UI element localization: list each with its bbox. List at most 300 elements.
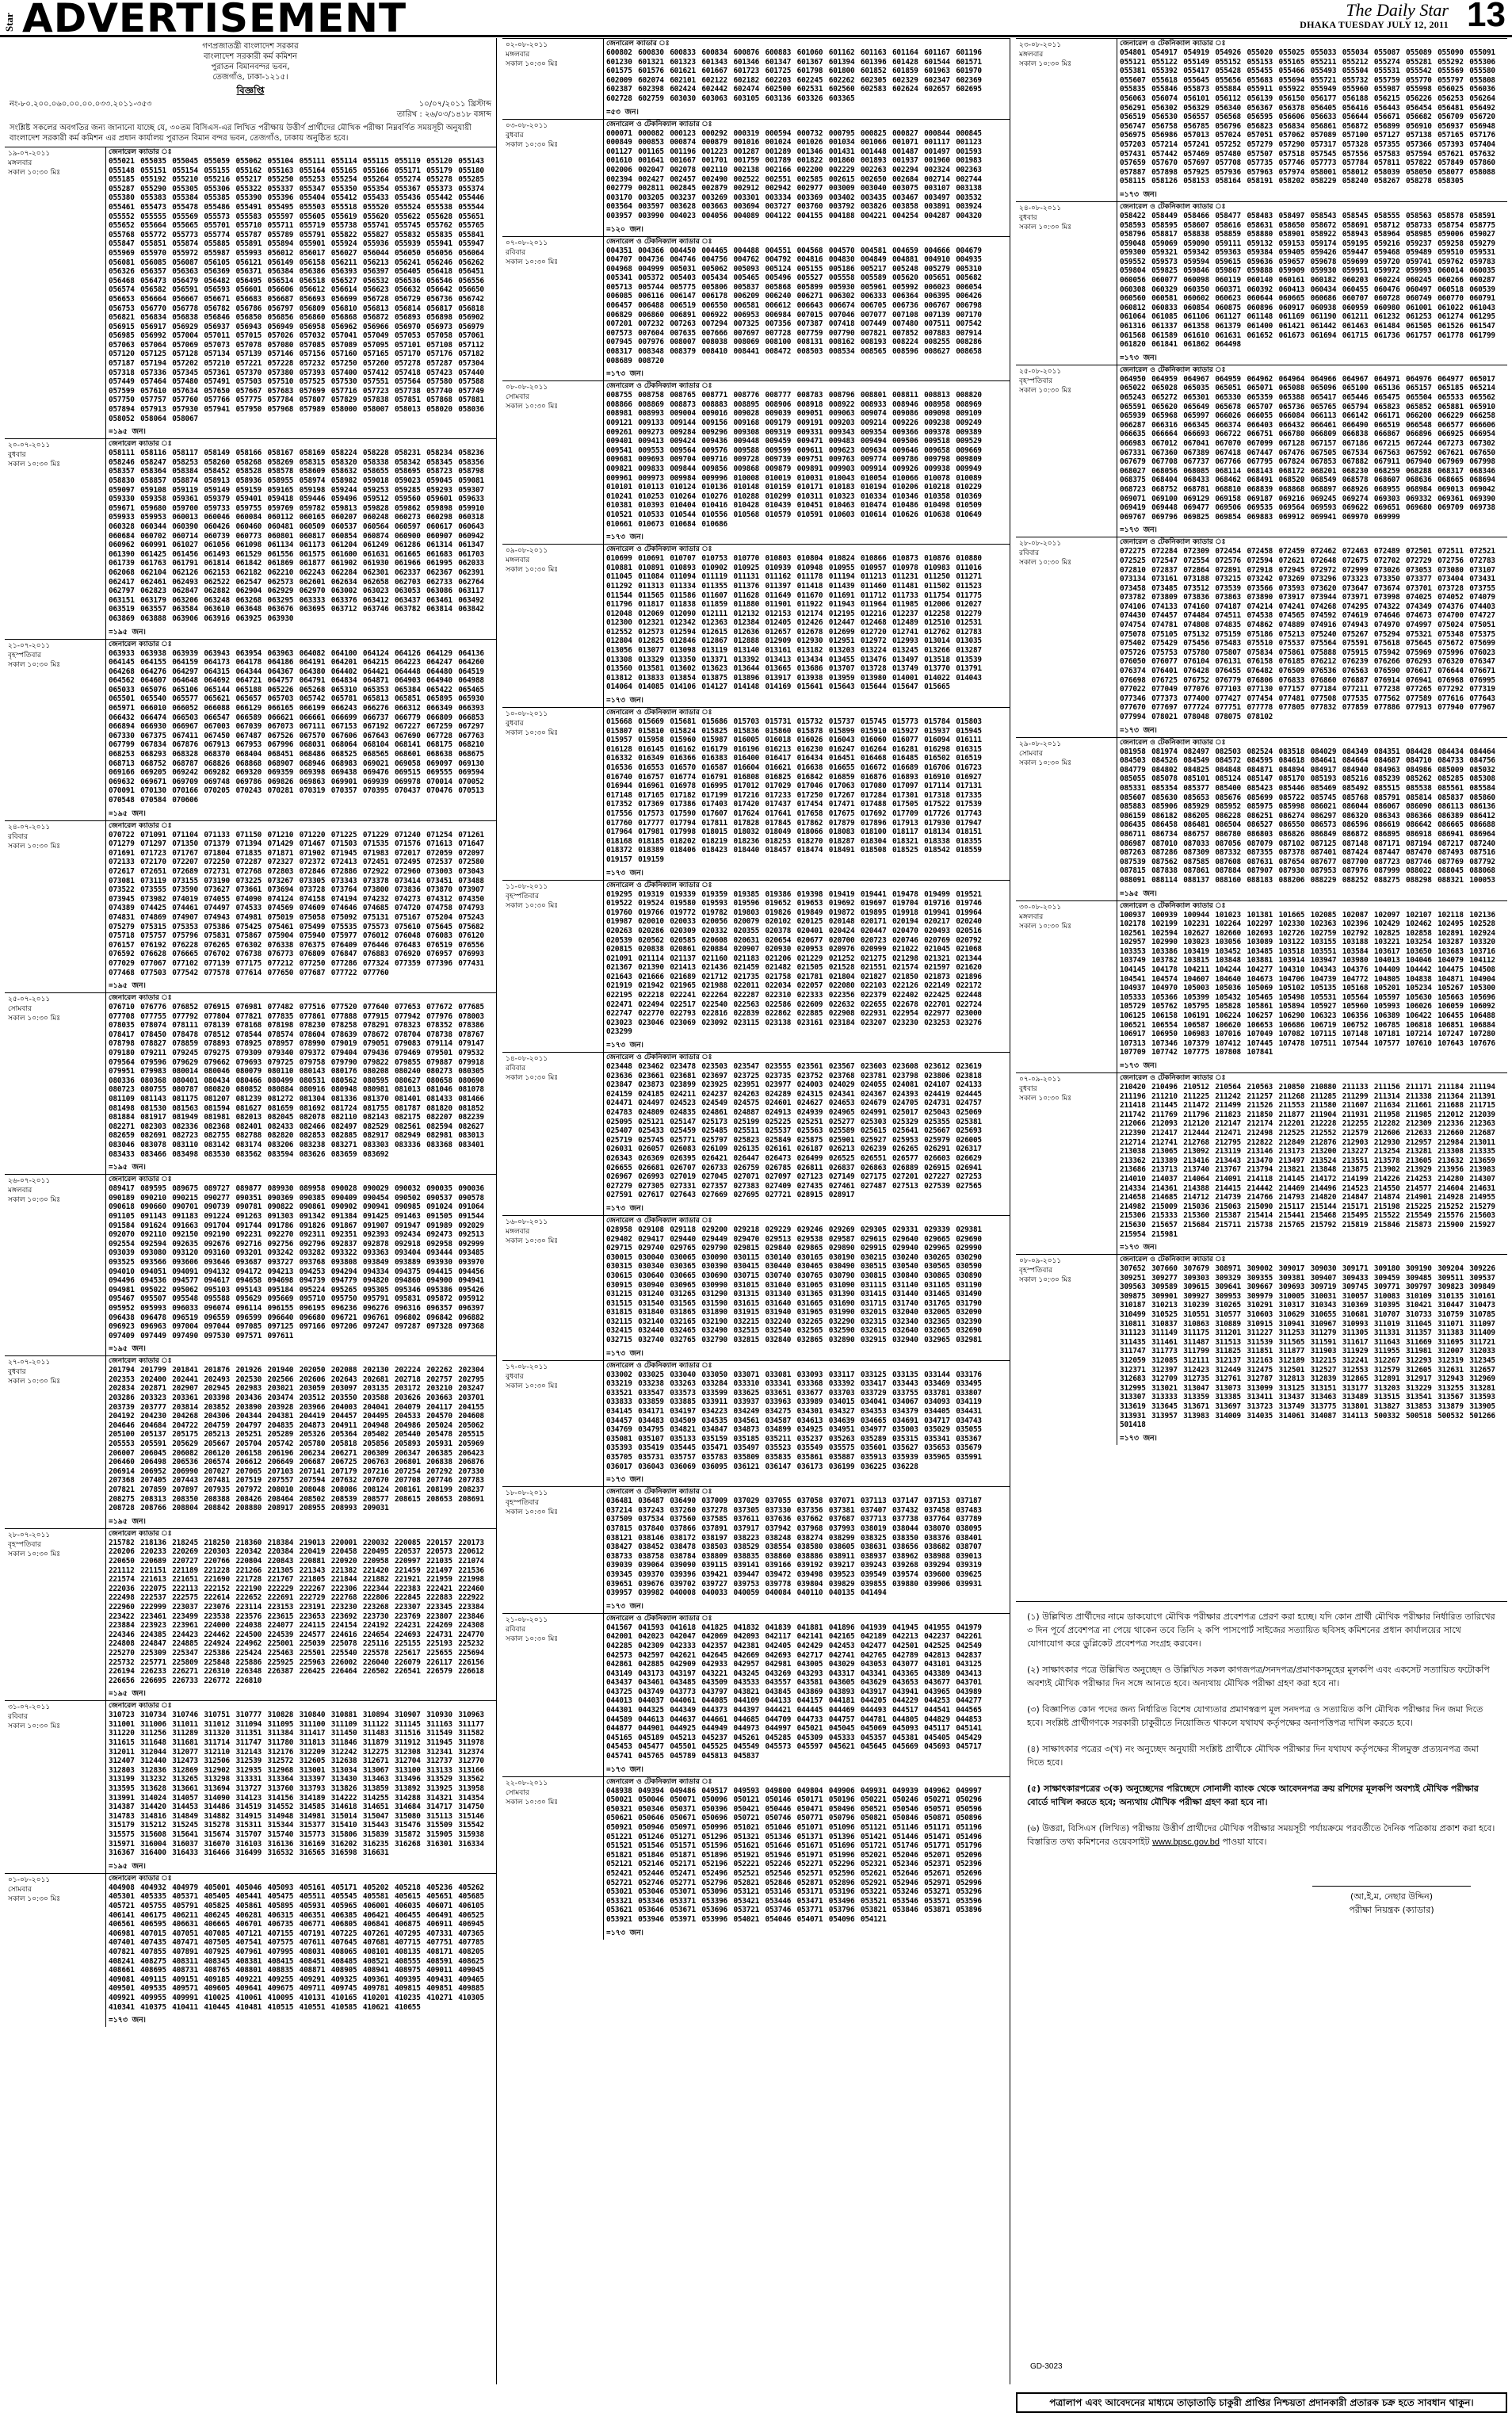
roll-numbers: 070722 071091 071104 071133 071150 071210 071220 071225 071229 071240 071254 071261 071279 071297 071350 071379 071394 071429 071467 071503 071535 071576 071613 071647 071691 071723 071767 071804 071835 071871 071902 071945 071983 072017 072059 072097 072133 072170 072207 072250 072287 072327 072372 072413 072451 072495 072537 072580 072617 072651 072689 072731 072768 072803 072846 072886 072922 072960 073003 073043 073081 073119 073155 073190 073225 073267 073305 073343 073378 073414 073451 073488 073522 073555 073590 073627 073661 073694 073728 073764 073800 073836 073870 073907 073945 073982 074019 074055 074090 074124 074158 074194 074232 074273 074312 074350 074389 074425 074461 074497 074533 074569 074609 074646 074685 074720 074758 074793 074831 074869 074907 074943 074981 075019 075058 075092 075131 075167 075204 075243 075279 075315 075353 075386 075425 075461 075499 075535 075573 075610 075645 075682 075718 075757 075796 075831 075867 075904 075940 075977 076012 076048 076083 076120 076157 076192 076228 076265 076302 076338 076375 076409 076446 076483 076519 076556 076592 076628 076665 076702 076738 076773 076809 076847 076883 076920 076957 076993 077029 077067 077102 077139 077175 077212 077250 077286 077324 077359 077396 077431 077468 077503 077542 077578 077614 077650 077687 077722 077760 bbox=[109, 830, 484, 977]
schedule-block bbox=[502, 380, 1010, 544]
schedule-block bbox=[502, 1776, 1010, 1940]
schedule-block bbox=[1016, 1072, 1507, 1254]
cadre-heading: জেনারেল ও টেকনিক্যাল ক্যাডার ঃ bbox=[606, 545, 712, 554]
schedule-time: সকাল ১০:৩০ মিঃ bbox=[8, 1894, 61, 1903]
column-1 bbox=[5, 38, 497, 2384]
schedule-body bbox=[604, 881, 1010, 1053]
schedule-date: ২৩-০৮-২০১১ bbox=[1019, 41, 1062, 49]
schedule-day: বৃহস্পতিবার bbox=[506, 1499, 539, 1508]
cadre-heading: জেনারেল ও টেকনিক্যাল ক্যাডার ঃ bbox=[606, 1614, 712, 1623]
schedule-day: সোমবার bbox=[8, 1005, 32, 1014]
roll-numbers: 072275 072284 072309 072454 072458 072459 072462 072463 072489 072501 072511 072521 072525 072547 072554 072576 072594 072621 072648 072675 072702 072729 072756 072783 072810 072837 072864 072891 072918 072945 072972 072999 073026 073053 073080 073107 073134 073161 073188 073215 073242 073269 073296 073323 073350 073377 073404 073431 073458 073485 073512 073539 073566 073593 073620 073647 073674 073701 073728 073755 073782 073809 073836 073863 073890 073917 073944 073971 073998 074025 074052 074079 074106 074133 074160 074187 074214 074241 074268 074295 074322 074349 074376 074403 074430 074457 074484 074511 074538 074565 074592 074619 074646 074673 074700 074727 074754 074781 074808 074835 074862 074889 074916 074943 074970 074997 075024 075051 075078 075105 075132 075159 075186 075213 075240 075267 075294 075321 075348 075375 075402 075429 075456 075483 075510 075537 075564 075591 075618 075645 075672 075699 075726 075753 075780 075807 075834 075861 075888 075915 075942 075969 075996 076023 076050 076077 076104 076131 076158 076185 076212 076239 076266 076293 076320 076347 076374 076401 076428 076455 076482 076509 076536 076563 076590 076617 076644 076671 076698 076725 076752 076779 076806 076833 076860 076887 076914 076941 076968 076995 077022 077049 077076 077103 077130 077157 077184 077211 077238 077265 077292 077319 077346 077373 077400 077427 077454 077481 077508 077535 077562 077589 077616 077643 077670 077697 077724 077751 077778 077805 077832 077859 077886 077913 077940 077967 077994 078021 078048 078075 078102 bbox=[1120, 547, 1495, 721]
roll-numbers: 004351 004366 004450 004465 004488 004551 004568 004570 004581 004659 004666 004679 004707 004736 004746 004756 004762 004792 004816 004830 004849 004881 004910 004935 004968 004999 005031 005062 005093 005124 005155 005186 005217 005248 005279 005310 005341 005372 005403 005434 005465 005496 005527 005558 005589 005620 005651 005682 005713 005744 005775 005806 005837 005868 005899 005930 005961 005992 006023 006054 006085 006116 006147 006178 006209 006240 006271 006302 006333 006364 006395 006426 006457 006488 006519 006550 006581 006612 006643 006674 006705 006736 006767 006798 006829 006860 006891 006922 006953 006984 007015 007046 007077 007108 007139 007170 007201 007232 007263 007294 007325 007356 007387 007418 007449 007480 007511 007542 007573 007604 007635 007666 007697 007728 007759 007790 007821 007852 007883 007914 007945 007976 008007 008038 008069 008100 008131 008162 008193 008224 008255 008286 008317 008348 008379 008410 008441 008472 008503 008534 008565 008596 008627 008658 008689 008720 bbox=[606, 246, 982, 365]
schedule-label bbox=[502, 1614, 604, 1776]
schedule-label bbox=[1016, 365, 1117, 537]
schedule-body bbox=[604, 1361, 1010, 1487]
instruction-item: (৩) বিজ্ঞাপিত কোন পদের জন্য নির্ধারিত বিশেষ যোগ্যতার প্রমাণস্বরূপ মূল সনদপত্র ও সত্যায়িত কপি মৌখিক পরীক্ষার দিন জমা দিতে হবে। সংশ্লিষ্ট প্রার্থীগণকে সরকারী চাকুরীতে নিয়োজিত থাকলে যথাযথ কর্তৃপক্ষের অনাপত্তিপত্র দাখিল করতে হবে। bbox=[1027, 1704, 1483, 1728]
schedule-body bbox=[106, 147, 496, 438]
schedule-label bbox=[5, 147, 106, 438]
cadre-heading: জেনারেল ও টেকনিক্যাল ক্যাডার ঃ bbox=[606, 881, 712, 889]
instructions bbox=[1016, 1601, 1507, 2384]
schedule-day: রবিবার bbox=[506, 1625, 526, 1634]
schedule-date: ২৮-০৮-২০১১ bbox=[1019, 540, 1062, 549]
schedule-body bbox=[604, 381, 1010, 544]
schedule-block bbox=[1016, 900, 1507, 1073]
schedule-body bbox=[106, 993, 496, 1174]
schedule-time: সকাল ১০:৩০ মিঃ bbox=[506, 1382, 559, 1390]
candidate-total: =১৭৩ জন। bbox=[606, 369, 643, 379]
schedule-body bbox=[604, 1614, 1010, 1776]
cadre-heading: জেনারেল ও টেকনিক্যাল ক্যাডার ঃ bbox=[1120, 1256, 1226, 1264]
schedule-block bbox=[502, 880, 1010, 1053]
schedule-label bbox=[5, 821, 106, 993]
notice-header bbox=[5, 38, 496, 147]
schedule-label bbox=[502, 1053, 604, 1215]
schedule-day: বুধবার bbox=[506, 720, 524, 728]
schedule-block bbox=[5, 1700, 496, 1873]
candidate-total: =১৯৫ জন। bbox=[109, 1344, 146, 1354]
schedule-block bbox=[5, 1528, 496, 1701]
schedule-block bbox=[502, 1486, 1010, 1613]
roll-numbers: 310723 310734 310746 310751 310777 310828 310840 310881 310894 310907 310930 310963 311001 311006 311011 311012 311094 311095 311100 311109 311122 311145 311163 311177 311220 311256 311289 311320 311351 311384 311417 311450 311483 311516 311549 311582 311615 311648 311681 311714 311747 311780 311813 311846 311879 311912 311945 311978 312011 312044 312077 312110 312143 312176 312209 312242 312275 312308 312341 312374 312407 312440 312473 312506 312539 312572 312605 312638 312671 312704 312737 312770 312803 312836 312869 312902 312935 312968 313001 313034 313067 313100 313133 313166 313199 313232 313265 313298 313331 313364 313397 313430 313463 313496 313529 313562 313595 313628 313661 313694 313727 313760 313793 313826 313859 313892 313925 313958 313991 314024 314057 314090 314123 314156 314189 314222 314255 314288 314321 314354 314387 314420 314453 314486 314519 314552 314585 314618 314651 314684 314717 314750 314783 314816 314849 314882 314915 314948 314981 315014 315047 315080 315113 315146 315179 315212 315245 315278 315311 315344 315377 315410 315443 315476 315509 315542 315575 315608 315641 315674 315707 315740 315773 315806 315839 315872 315905 315938 315971 316004 316037 316070 316103 316136 316169 316202 316235 316268 316301 316334 316367 316400 316433 316466 316499 316532 316565 316598 316631 bbox=[109, 1711, 484, 1858]
cadre-heading: জেনারেল ও টেকনিক্যাল ক্যাডার ঃ bbox=[1120, 202, 1226, 211]
schedule-date: ২৮-০৭-২০১১ bbox=[8, 1531, 51, 1539]
schedule-date: ২৪-০৭-২০১১ bbox=[8, 823, 51, 832]
roll-numbers: 076710 076776 076852 076915 076981 077482 077516 077520 077640 077653 077672 077685 077708 077755 077792 077804 077821 077835 077861 077888 077915 077942 077976 078003 078035 078074 078111 078139 078168 078198 078230 078258 078291 078323 078352 078386 078417 078450 078478 078512 078544 078574 078604 078639 078672 078704 078738 078767 078798 078827 078859 078893 078925 078957 078990 079019 079051 079083 079114 079147 079180 079211 079245 079275 079309 079340 079372 079404 079436 079469 079501 079532 079564 079596 079629 079662 079693 079725 079758 079790 079822 079855 079887 079918 079951 079983 080014 080046 080079 080110 080143 080176 080208 080240 080273 080305 080336 080368 080401 080434 080466 080499 080531 080562 080595 080627 080658 080690 080723 080755 080787 080820 080852 080884 080916 080948 080981 081013 081046 081078 081109 081143 081175 081207 081239 081272 081304 081336 081370 081401 081433 081466 081498 081530 081563 081594 081627 081659 081692 081724 081755 081787 081820 081852 081884 081917 081949 081981 082013 082045 082078 082110 082143 082175 082207 082239 082271 082303 082336 082368 082401 082433 082466 082497 082529 082561 082594 082627 082659 082691 082723 082755 082788 082820 082853 082885 082917 082949 082981 083013 083046 083078 083110 083142 083174 083206 083238 083271 083303 083336 083368 083401 083433 083466 083498 083530 083562 083594 083626 083659 083692 bbox=[109, 1003, 484, 1159]
candidate-total: =১৭৩ জন। bbox=[1120, 353, 1157, 362]
schedule-label bbox=[502, 881, 604, 1053]
candidate-total: =১৭৩ জন। bbox=[1120, 526, 1157, 535]
candidate-total: =১৭৩ জন। bbox=[606, 1764, 643, 1774]
schedule-date: ৩০-০৮-২০১১ bbox=[1019, 903, 1062, 912]
schedule-date: ২৬-০৭-২০১১ bbox=[8, 1177, 51, 1186]
roll-numbers: 058422 058449 058466 058477 058483 058497 058543 058545 058555 058563 058578 058591 058593 058595 058607 058616 058631 058650 058672 058691 058712 058733 058754 058775 058796 058817 058838 058859 058880 058901 058922 058943 058964 058985 059006 059027 059048 059069 059090 059111 059132 059153 059174 059195 059216 059237 059258 059279 059300 059321 059342 059363 059384 059405 059426 059447 059468 059489 059510 059531 059552 059573 059594 059615 059636 059657 059678 059699 059720 059741 059762 059783 059804 059825 059846 059867 059888 059909 059930 059951 059972 059993 060014 060035 060056 060077 060098 060119 060140 060161 060182 060203 060224 060245 060266 060287 060308 060329 060350 060371 060392 060413 060434 060455 060476 060497 060518 060539 060560 060581 060602 060623 060644 060665 060686 060707 060728 060749 060770 060791 060812 060833 060854 060875 060896 060917 060938 060959 060980 061001 061022 061043 061064 061085 061106 061127 061148 061169 061190 061211 061232 061253 061274 061295 061316 061337 061358 061379 061400 061421 061442 061463 061484 061505 061526 061547 061568 061589 061610 061631 061652 061673 061694 061715 061736 061757 061778 061799 061820 061841 061862 064498 bbox=[1120, 211, 1495, 350]
schedule-block bbox=[502, 1052, 1010, 1215]
notice-date1: ১০/০৭/২০১১ খ্রিস্টাব্দ bbox=[418, 100, 491, 109]
notice-line: বাংলাদেশ সরকারী কর্ম কমিশন bbox=[203, 52, 298, 61]
schedule-time: সকাল ১০:৩০ মিঃ bbox=[8, 1196, 61, 1205]
cadre-heading: জেনারেল ক্যাডার ঃ bbox=[109, 1357, 172, 1366]
section-title: ADVERTISEMENT bbox=[22, 0, 407, 41]
schedule-body bbox=[604, 1053, 1010, 1215]
schedule-body bbox=[1117, 1255, 1507, 1445]
cadre-heading: জেনারেল ও টেকনিক্যাল ক্যাডার ঃ bbox=[1120, 1074, 1226, 1082]
schedule-day: বৃহস্পতিবার bbox=[8, 651, 41, 660]
candidate-total: =১৭৩ জন। bbox=[606, 1348, 643, 1358]
notice-line: গণপ্রজাতন্ত্রী বাংলাদেশ সরকার bbox=[202, 42, 299, 51]
roll-numbers: 404908 404932 404979 405001 405046 405093 405161 405171 405202 405218 405236 405262 405301 405335 405371 405405 405441 405475 405511 405545 405581 405615 405651 405685 405721 405755 405791 405825 405861 405895 405931 405965 406001 406035 406071 406105 406141 406175 406211 406245 406281 406315 406351 406385 406421 406455 406491 406525 406561 406595 406631 406665 406701 406735 406771 406805 406841 406875 406911 406945 406981 407015 407051 407085 407121 407155 407191 407225 407261 407295 407331 407365 407401 407435 407471 407505 407541 407575 407611 407645 407681 407715 407751 407785 407821 407855 407891 407925 407961 407995 408031 408065 408101 408135 408171 408205 408241 408275 408311 408345 408381 408415 408451 408485 408521 408555 408591 408625 408661 408695 408731 408765 408801 408835 408871 408905 408941 408975 409011 409045 409081 409115 409151 409185 409221 409255 409291 409325 409361 409395 409431 409465 409501 409535 409571 409605 409641 409675 409711 409745 409781 409815 409851 409885 409921 409955 409991 410025 410061 410095 410131 410165 410201 410235 410271 410305 410341 410375 410411 410445 410481 410515 410551 410585 410621 410655 bbox=[109, 1883, 484, 2012]
schedule-body bbox=[106, 1356, 496, 1528]
schedule-block bbox=[1016, 201, 1507, 365]
roll-numbers: 054801 054917 054919 054926 055020 055025 055033 055034 055087 055089 055090 055091 055121 055122 055149 055152 055153 055165 055211 055212 055274 055281 055292 055306 055381 055392 055417 055428 055455 055466 055493 055504 055531 055542 055569 055580 055607 055618 055645 055656 055683 055694 055721 055732 055759 055770 055797 055808 055835 055846 055873 055884 055911 055922 055949 055960 055987 055998 056025 056036 056063 056074 056101 056112 056139 056150 056177 056188 056215 056226 056253 056264 056291 056302 056329 056340 056367 056378 056405 056416 056443 056454 056481 056492 056519 056530 056557 056568 056595 056606 056633 056644 056671 056682 056709 056720 056747 056758 056785 056796 056823 056834 056861 056872 056899 056910 056937 056948 056975 056986 057013 057024 057051 057062 057089 057100 057127 057138 057165 057176 057203 057214 057241 057252 057279 057290 057317 057328 057355 057366 057393 057404 057431 057442 057469 057480 057507 057518 057545 057556 057583 057594 057621 057632 057659 057670 057697 057708 057735 057746 057773 057784 057811 057822 057849 057860 057887 057898 057925 057936 057963 057974 058001 058012 058039 058050 058077 058088 058115 058126 058153 058164 058191 058202 058229 058240 058267 058278 058305 bbox=[1120, 48, 1495, 186]
schedule-block bbox=[5, 820, 496, 993]
roll-numbers: 210420 210496 210512 210564 210563 210850 210880 211133 211156 211171 211184 211194 211196 211210 211225 211242 211257 211268 211285 211299 211314 211338 211364 211391 211418 211445 211472 211499 211526 211553 211580 211607 211634 211661 211688 211715 211742 211769 211796 211823 211850 211877 211904 211931 211958 211985 212012 212039 212066 212093 212120 212147 212174 212201 212228 212255 212282 212309 212336 212363 212390 212417 212444 212471 212498 212525 212552 212579 212606 212633 212660 212687 212714 212741 212768 212795 212822 212849 212876 212903 212930 212957 212984 213011 213038 213065 213092 213119 213146 213173 213200 213227 213254 213281 213308 213335 213362 213389 213416 213443 213470 213497 213524 213551 213578 213605 213632 213659 213686 213713 213740 213767 213794 213821 213848 213875 213902 213929 213956 213983 214010 214037 214064 214091 214118 214145 214172 214199 214226 214253 214280 214307 214334 214361 214388 214415 214442 214469 214496 214523 214550 214577 214604 214631 214658 214685 214712 214739 214766 214793 214820 214847 214874 214901 214928 214955 214982 215009 215036 215063 215090 215117 215144 215171 215198 215225 215252 215279 215306 215333 215360 215387 215414 215441 215468 215495 215522 215549 215576 215603 215630 215657 215684 215711 215738 215765 215792 215819 215846 215873 215900 215927 215954 215981 bbox=[1120, 1083, 1495, 1239]
cadre-heading: জেনারেল ও টেকনিক্যাল ক্যাডার ঃ bbox=[1120, 738, 1226, 747]
roll-numbers: 600802 600830 600833 600834 600876 600883 601060 601162 601163 601164 601167 601196 601230 601321 601323 601343 601346 601347 601367 601394 601396 601428 601544 601571 601575 601576 601621 601667 601723 601725 601798 601800 601852 601859 601963 601970 602009 602074 602101 602122 602182 602203 602245 602262 602305 602329 602347 602369 602387 602398 602424 602442 602474 602500 602531 602560 602583 602624 602657 602695 602728 602759 603030 603063 603105 603136 603326 603365 bbox=[606, 48, 982, 103]
schedule-date: ০৭-০৯-২০১১ bbox=[1019, 1076, 1062, 1084]
schedule-day: রবিবার bbox=[1019, 549, 1040, 558]
cadre-heading: জেনারেল ও টেকনিক্যাল ক্যাডার ঃ bbox=[1120, 365, 1226, 374]
schedule-body bbox=[604, 39, 1010, 119]
schedule-label bbox=[502, 1487, 604, 1613]
candidate-total: =১৯৫ জন। bbox=[109, 627, 146, 637]
schedule-date: ১৮-০৮-২০১১ bbox=[506, 1489, 548, 1498]
schedule-day: বৃহস্পতিবার bbox=[506, 892, 539, 900]
schedule-body bbox=[106, 1529, 496, 1701]
schedule-block bbox=[5, 1355, 496, 1528]
schedule-block bbox=[5, 1174, 496, 1355]
gd-code: GD-3023 bbox=[1030, 2362, 1063, 2371]
roll-numbers: 028958 029108 029118 029200 029218 029229 029246 029269 029305 029331 029339 029381 029402 029417 029440 029449 029470 029513 029538 029587 029615 029640 029665 029690 029715 029740 029765 029790 029815 029840 029865 029890 029915 029940 029965 029990 030015 030040 030065 030090 030115 030140 030165 030190 030215 030240 030265 030290 030315 030340 030365 030390 030415 030440 030465 030490 030515 030540 030565 030590 030615 030640 030665 030690 030715 030740 030765 030790 030815 030840 030865 030890 030915 030940 030965 030990 031015 031040 031065 031090 031115 031140 031165 031190 031215 031240 031265 031290 031315 031340 031365 031390 031415 031440 031465 031490 031515 031540 031565 031590 031615 031640 031665 031690 031715 031740 031765 031790 031815 031840 031865 031890 031915 031940 031965 031990 032015 032040 032065 032090 032115 032140 032165 032190 032215 032240 032265 032290 032315 032340 032365 032390 032415 032440 032465 032490 032515 032540 032565 032590 032615 032640 032665 032690 032715 032740 032765 032790 032815 032840 032865 032890 032915 032940 032965 032981 bbox=[606, 1225, 982, 1345]
schedule-day: রবিবার bbox=[506, 1065, 526, 1073]
schedule-date: ৩১-০৭-২০১১ bbox=[8, 1703, 51, 1712]
schedule-block bbox=[5, 639, 496, 820]
schedule-body bbox=[106, 1175, 496, 1355]
cadre-heading: জেনারেল ক্যাডার ঃ bbox=[109, 1702, 172, 1711]
cadre-heading: জেনারেল ও টেকনিক্যাল ক্যাডার ঃ bbox=[606, 1216, 712, 1225]
schedule-label bbox=[502, 120, 604, 236]
newspaper-side-logo: Star bbox=[3, 13, 15, 32]
schedule-label bbox=[1016, 1255, 1117, 1445]
candidate-total: =১৯৫ জন। bbox=[109, 1516, 146, 1526]
schedule-label bbox=[5, 439, 106, 638]
schedule-time: সকাল ১০:৩০ মিঃ bbox=[506, 403, 559, 411]
roll-numbers: 201794 201799 201841 201876 201926 201940 202050 202088 202130 202224 202262 202304 202353 202400 202441 202493 202530 202566 202606 202643 202681 202718 202757 202795 202834 202871 202907 202945 202983 203021 203059 203097 203135 203172 203210 203247 203286 203323 203361 203398 203436 203474 203512 203550 203588 203626 203663 203701 203739 203777 203814 203852 203890 203928 203966 204003 204041 204079 204117 204155 204192 204230 204268 204306 204344 204381 204419 204457 204495 204533 204570 204608 204646 204684 204722 204759 204797 204835 204873 204911 204948 204986 205024 205062 205100 205137 205175 205213 205251 205289 205326 205364 205402 205440 205478 205515 205553 205591 205629 205667 205704 205742 205780 205818 205856 205893 205931 205969 206007 206045 206082 206120 206158 206196 206234 206271 206309 206347 206385 206423 206460 206498 206536 206574 206612 206649 206687 206725 206763 206801 206838 206876 206914 206952 206990 207027 207065 207103 207141 207179 207216 207254 207292 207330 207368 207405 207443 207481 207519 207557 207594 207632 207670 207708 207746 207783 207821 207859 207897 207935 207972 208010 208048 208086 208124 208161 208199 208237 208275 208313 208350 208388 208426 208464 208502 208539 208577 208615 208653 208691 208728 208766 208804 208842 208880 208917 208955 208993 209031 bbox=[109, 1366, 484, 1513]
schedule-day: সোমবার bbox=[506, 393, 529, 402]
schedule-body bbox=[106, 821, 496, 993]
schedule-date: ০১-০৮-২০১১ bbox=[8, 1875, 51, 1884]
candidate-total: =১৭৩ জন। bbox=[1120, 1061, 1157, 1070]
date-row bbox=[10, 109, 491, 120]
roll-numbers: 023448 023462 023478 023503 023547 023555 023561 023567 023603 023608 023612 023619 023636 023661 023681 023697 023725 023735 023752 023768 023781 023798 023806 023818 023847 023873 023899 023925 023951 023977 024003 024029 024055 024081 024107 024133 024159 024185 024211 024237 024263 024289 024315 024341 024367 024393 024419 024445 024471 024497 024523 024549 024575 024601 024627 024653 024679 024705 024731 024757 024783 024809 024835 024861 024887 024913 024939 024965 024991 025017 025043 025069 025095 025121 025147 025173 025199 025225 025251 025277 025303 025329 025355 025381 025407 025433 025459 025485 025511 025537 025563 025589 025615 025641 025667 025693 025719 025745 025771 025797 025823 025849 025875 025901 025927 025953 025979 026005 026031 026057 026083 026109 026135 026161 026187 026213 026239 026265 026291 026317 026343 026369 026395 026421 026447 026473 026499 026525 026551 026577 026603 026629 026655 026681 026707 026733 026759 026785 026811 026837 026863 026889 026915 026941 026967 026993 027019 027045 027071 027097 027123 027149 027175 027201 027227 027253 027279 027305 027331 027357 027383 027409 027435 027461 027487 027513 027539 027565 027591 027617 027643 027669 027695 027721 028915 028917 bbox=[606, 1062, 982, 1200]
schedule-date: ১১-০৮-২০১১ bbox=[506, 882, 548, 891]
signatory-title: পরীক্ষা নিয়ন্ত্রক (ক্যাডার) bbox=[1349, 1905, 1434, 1915]
schedule-body bbox=[1117, 202, 1507, 365]
schedule-date: ২৯-০৮-২০১১ bbox=[1019, 740, 1062, 748]
schedule-time: সকাল ১০:৩০ মিঃ bbox=[506, 1508, 559, 1517]
roll-numbers: 081958 081974 082497 082503 082524 083518 084029 084349 084351 084428 084434 084464 084503 084526 084549 084572 084595 084618 084641 084664 084687 084710 084733 084756 084779 084802 084825 084848 084871 084894 084917 084940 084963 084986 085009 085032 085055 085078 085101 085124 085147 085170 085193 085216 085239 085262 085285 085308 085331 085354 085377 085400 085423 085446 085469 085492 085515 085538 085561 085584 085607 085630 085653 085676 085699 085722 085745 085768 085791 085814 085837 085860 085883 085906 085929 085952 085975 085998 086021 086044 086067 086090 086113 086136 086159 086182 086205 086228 086251 086274 086297 086320 086343 086366 086389 086412 086435 086458 086481 086504 086527 086550 086573 086596 086619 086642 086665 086688 086711 086734 086757 086780 086803 086826 086849 086872 086895 086918 086941 086964 086987 087010 087033 087056 087079 087102 087125 087148 087171 087194 087217 087240 087263 087286 087309 087332 087355 087378 087401 087424 087447 087470 087493 087516 087539 087562 087585 087608 087631 087654 087677 087700 087723 087746 087769 087792 087815 087838 087861 087884 087907 087930 087953 087976 087999 088022 088045 088068 088091 088114 088137 088160 088183 088206 088229 088252 088275 088298 088321 100053 bbox=[1120, 747, 1495, 885]
schedule-time: সকাল ১০:৩০ মিঃ bbox=[506, 566, 559, 575]
schedule-body bbox=[1117, 1073, 1507, 1254]
schedule-day: বুধবার bbox=[506, 1372, 524, 1381]
schedule-day: মঙ্গলবার bbox=[506, 51, 530, 59]
schedule-date: ০৩-০৮-২০১১ bbox=[506, 121, 548, 130]
notice-line: তেজগাঁও, ঢাকা-১২১৫। bbox=[212, 73, 288, 82]
schedule-time: সকাল ১০:৩০ মিঃ bbox=[1019, 559, 1072, 568]
schedule-body bbox=[604, 1777, 1010, 1940]
schedule-body bbox=[1117, 901, 1507, 1073]
schedule-block bbox=[1016, 537, 1507, 736]
schedule-day: বুধবার bbox=[8, 1368, 26, 1377]
roll-numbers: 215782 218136 218245 218250 218360 218384 219013 220001 220032 220085 220157 220173 220206 220233 220269 220303 220342 220384 220419 220458 220495 220537 220573 220612 220650 220689 220727 220766 220804 220843 220881 220920 220958 220997 221035 221074 221112 221151 221189 221228 221266 221305 221343 221382 221420 221459 221497 221536 221574 221613 221651 221690 221728 221767 221805 221844 221882 221921 221959 221998 222036 222075 222113 222152 222190 222229 222267 222306 222344 222383 222421 222460 222498 222537 222575 222614 222652 222691 222729 222768 222806 222845 222883 222922 222960 222999 223037 223076 223114 223153 223191 223230 223268 223307 223345 223384 223422 223461 223499 223538 223576 223615 223653 223692 223730 223769 223807 223846 223884 223923 223961 224000 224038 224077 224115 224154 224192 224231 224269 224308 224346 224385 224423 224462 224500 224539 224577 224616 224654 224693 224731 224770 224808 224847 224885 224924 224962 225001 225039 225078 225116 225155 225193 225232 225270 225309 225347 225386 225424 225463 225501 225540 225578 225617 225655 225694 225732 225771 225809 225848 225886 225925 225963 226002 226040 226079 226117 226156 226194 226233 226271 226310 226348 226387 226425 226464 226502 226541 226579 226618 226656 226695 226733 226772 226810 bbox=[109, 1538, 484, 1685]
page-number: 13 bbox=[1467, 0, 1506, 34]
schedule-block bbox=[502, 236, 1010, 381]
schedule-label bbox=[1016, 738, 1117, 900]
signature bbox=[1312, 1862, 1471, 1887]
candidate-total: =১৯৫ জন। bbox=[109, 981, 146, 991]
instruction-item: (২) সাক্ষাৎকার পত্রে উল্লিখিত অনুচ্ছেদ ও উল্লিখিত সকল কাগজপত্র/সনদপত্র/প্রমাণকসমূহের মূলকপি এবং একসেট সত্যায়িত ফটোকপি অবশ্যই মৌখিক পরীক্ষার দিন সঙ্গে আনতে হবে। অন্যথায় মৌখিক পরীক্ষা গ্রহণ করা হবে না। bbox=[1027, 1665, 1490, 1688]
roll-numbers: 063933 063938 063939 063943 063954 063963 064082 064100 064124 064126 064129 064136 064145 064155 064159 064173 064178 064186 064191 064201 064215 064223 064247 064260 064268 064276 064297 064315 064344 064367 064380 064402 064421 064448 064480 064519 064562 064607 064648 064692 064721 064757 064791 064834 064871 064903 064940 064988 065033 065076 065106 065144 065188 065226 065268 065310 065353 065384 065422 065465 065501 065540 065577 065621 065657 065703 065742 065781 065813 065851 065895 065930 065971 066010 066052 066088 066129 066165 066199 066243 066276 066312 066349 066393 066432 066474 066503 066547 066589 066621 066661 066699 066737 066779 066809 066853 066894 066930 066967 067003 067039 067073 067111 067153 067192 067227 067259 067297 067330 067375 067411 067450 067487 067526 067570 067606 067643 067690 067728 067763 067799 067834 067876 067913 067953 067996 068031 068064 068104 068141 068175 068210 068253 068293 068328 068370 068404 068451 068486 068525 068565 068601 068638 068675 068713 068752 068787 068826 068868 068907 068946 068983 069021 069058 069097 069130 069166 069205 069242 069282 069320 069359 069398 069438 069476 069515 069555 069594 069632 069671 069709 069748 069786 069826 069863 069901 069939 069978 070014 070052 070091 070130 070166 070205 070243 070281 070319 070357 070395 070437 070476 070513 070548 070584 070606 bbox=[109, 648, 484, 805]
instruction-item: (৫) সাক্ষাৎকারপত্রের ৩(ক) অনুচ্ছেদের পরিচ্ছেদে সোনালী ব্যাংক থেকে আবেদনপত্র ক্রয় রশিদের মূলকপি অবশ্যই মৌখিক পরীক্ষার বোর্ডে দাখিল করতে হবে; অন্যথায় মৌখিক পরীক্ষা গ্রহণ করা হবে না। bbox=[1027, 1784, 1479, 1807]
schedule-body bbox=[1117, 537, 1507, 736]
candidate-total: =১৯৫ জন। bbox=[109, 1861, 146, 1871]
instruction-item: (৬) উত্তরা, বিসিএস (লিখিত) পরীক্ষায় উত্তীর্ণ প্রার্থীদের মৌখিক পরীক্ষার সময়সূচী পর্যায়ক্রমে পরবর্তীতে দৈনিক পত্রিকায় প্রকাশ করা হবে। বিস্তারিত তথ্য কমিশনের ওয়েবসাইট www.bpsc.gov.bd পাওয়া যাবে। bbox=[1027, 1823, 1495, 1847]
schedule-label bbox=[5, 1701, 106, 1873]
cadre-heading: জেনারেল ও টেকনিক্যাল ক্যাডার ঃ bbox=[606, 1488, 712, 1497]
schedule-body bbox=[106, 640, 496, 820]
schedule-body bbox=[106, 1874, 496, 2027]
schedule-date: ১৭-০৮-২০১১ bbox=[506, 1363, 548, 1371]
schedule-day: রবিবার bbox=[8, 1713, 29, 1722]
schedule-body bbox=[604, 237, 1010, 381]
schedule-day: মঙ্গলবার bbox=[506, 1227, 530, 1236]
schedule-day: মঙ্গলবার bbox=[8, 1187, 32, 1195]
schedule-date: ১০-০৮-২০১১ bbox=[506, 710, 548, 719]
schedule-body bbox=[106, 1701, 496, 1873]
roll-numbers: 041567 041593 041618 041825 041832 041839 041881 041896 041939 041945 041955 041979 042001 042023 042047 042069 042093 042117 042141 042165 042189 042213 042237 042261 042285 042309 042333 042357 042381 042405 042429 042453 042477 042501 042525 042549 042573 042597 042621 042645 042669 042693 042717 042741 042765 042789 042813 042837 042861 042885 042909 042933 042957 042981 043005 043029 043053 043077 043101 043125 043149 043173 043197 043221 043245 043269 043293 043317 043341 043365 043389 043413 043437 043461 043485 043509 043533 043557 043581 043605 043629 043653 043677 043701 043725 043749 043773 043797 043821 043845 043869 043893 043917 043941 043965 043989 044013 044037 044061 044085 044109 044133 044157 044181 044205 044229 044253 044277 044301 044325 044349 044373 044397 044421 044445 044469 044493 044517 044541 044565 044589 044613 044637 044661 044685 044709 044733 044757 044781 044805 044829 044853 044877 044901 044925 044949 044973 044997 045021 045045 045069 045093 045117 045141 045165 045189 045213 045237 045261 045285 045309 045333 045357 045381 045405 045429 045453 045477 045501 045525 045549 045573 045597 045621 045645 045669 045693 045717 045741 045765 045789 045813 045837 bbox=[606, 1623, 982, 1761]
dateline: DHAKA TUESDAY JULY 12, 2011 bbox=[1300, 19, 1449, 30]
schedule-label bbox=[5, 640, 106, 820]
notice-line: পুরাতন বিমানবন্দর ভবন, bbox=[211, 63, 290, 71]
schedule-date: ০৮-০৮-২০১১ bbox=[506, 384, 548, 392]
candidate-total: =১৭৩ জন। bbox=[606, 1928, 643, 1937]
schedule-body bbox=[604, 708, 1010, 880]
roll-numbers: 064950 064959 064967 064959 064962 064964 064966 064967 064971 064976 064977 065017 065022 065028 065035 065051 065071 065088 065096 065100 065136 065157 065185 065214 065243 065272 065301 065330 065359 065388 065417 065446 065475 065504 065533 065562 065591 065620 065649 065678 065707 065736 065765 065794 065823 065852 065881 065910 065939 065968 065997 066026 066055 066084 066113 066142 066171 066200 066229 066258 066287 066316 066345 066374 066403 066432 066461 066490 066519 066548 066577 066606 066635 066664 066693 066722 066751 066780 066809 066838 066867 066896 066925 066954 066983 067012 067041 067070 067099 067128 067157 067186 067215 067244 067273 067302 067331 067360 067389 067418 067447 067476 067505 067534 067563 067592 067621 067650 067679 067708 067737 067766 067795 067824 067853 067882 067911 067940 067969 067998 068027 068056 068085 068114 068143 068172 068201 068230 068259 068288 068317 068346 068375 068404 068433 068462 068491 068520 068549 068578 068607 068636 068665 068694 068723 068752 068781 068810 068839 068868 068897 068926 068955 068984 069013 069042 069071 069100 069129 069158 069187 069216 069245 069274 069303 069332 069361 069390 069419 069448 069477 069506 069535 069564 069593 069622 069651 069680 069709 069738 069767 069796 069825 069854 069883 069912 069941 069970 069999 bbox=[1120, 374, 1495, 522]
schedule-time: সকাল ১০:৩০ মিঃ bbox=[1019, 60, 1072, 68]
roll-numbers: 058111 058116 058117 058149 058166 058167 058169 058224 058228 058231 058234 058236 058246 058247 058253 058260 058268 058269 058315 058320 058338 058342 058345 058356 058357 058364 058384 058452 058528 058578 058609 058632 058655 058695 058723 058798 058830 058857 058874 058913 058936 058955 058974 058982 059018 059023 059045 059081 059097 059108 059119 059149 059159 059165 059198 059244 059253 059285 059293 059307 059330 059358 059361 059379 059401 059418 059446 059496 059512 059560 059601 059633 059671 059680 059700 059733 059755 059769 059782 059813 059828 059862 059898 059910 059933 059953 060013 060046 060084 060112 060165 060207 060248 060273 060298 060318 060328 060344 060390 060426 060460 060481 060509 060537 060564 060597 060617 060643 060684 060702 060714 060739 060773 060801 060817 060854 060874 060900 060907 060942 060962 060991 061027 061056 061098 061134 061173 061204 061249 061286 061314 061347 061390 061425 061456 061493 061529 061556 061575 061600 061631 061665 061683 061703 061739 061763 061791 061814 061842 061869 061877 061902 061930 061966 061995 062033 062068 062104 062126 062153 062182 062210 062243 062284 062301 062337 062367 062391 062417 062461 062493 062522 062547 062573 062601 062634 062658 062703 062733 062764 062797 062823 062847 062882 062904 062929 062970 063002 063023 063053 063086 063117 063151 063179 063206 063248 063268 063295 063333 063376 063412 063437 063461 063492 063519 063557 063584 063610 063648 063676 063695 063712 063746 063782 063814 063842 063869 063888 063906 063916 063925 063930 bbox=[109, 449, 484, 623]
schedule-day: সোমবার bbox=[1019, 749, 1043, 758]
cadre-heading: জেনারেল ও টেকনিক্যাল ক্যাডার ঃ bbox=[606, 709, 712, 717]
schedule-time: সকাল ১০:৩০ মিঃ bbox=[1019, 1095, 1072, 1103]
schedule-time: সকাল ১০:৩০ মিঃ bbox=[8, 660, 61, 669]
schedule-date: ২২-০৮-২০১১ bbox=[506, 1779, 548, 1787]
schedule-time: সকাল ১০:৩০ মিঃ bbox=[1019, 922, 1072, 931]
cadre-heading: জেনারেল ক্যাডার ঃ bbox=[109, 1874, 172, 1883]
schedule-time: সকাল ১০:৩০ মিঃ bbox=[8, 1015, 61, 1023]
roll-numbers: 048938 049394 049486 049517 049593 049800 049804 049906 049931 049939 049962 049997 050021 050046 050071 050096 050121 050146 050171 050196 050221 050246 050271 050296 050321 050346 050371 050396 050421 050446 050471 050496 050521 050546 050571 050596 050621 050646 050671 050696 050721 050746 050771 050796 050821 050846 050871 050896 050921 050946 050971 050996 051021 051046 051071 051096 051121 051146 051171 051196 051221 051246 051271 051296 051321 051346 051371 051396 051421 051446 051471 051496 051521 051546 051571 051596 051621 051646 051671 051696 051721 051746 051771 051796 051821 051846 051871 051896 051921 051946 051971 051996 052021 052046 052071 052096 052121 052146 052171 052196 052221 052246 052271 052296 052321 052346 052371 052396 052421 052446 052471 052496 052521 052546 052571 052596 052621 052646 052671 052696 052721 052746 052771 052796 052821 052846 052871 052896 052921 052946 052971 052996 053021 053046 053071 053096 053121 053146 053171 053196 053221 053246 053271 053296 053321 053346 053371 053396 053421 053446 053471 053496 053521 053546 053571 053596 053621 053646 053671 053696 053721 053746 053771 053796 053821 053846 053871 053896 053921 053946 053971 053996 054021 054046 054071 054096 054121 bbox=[606, 1786, 982, 1924]
schedule-body bbox=[604, 1216, 1010, 1360]
candidate-total: =১৭৩ জন। bbox=[606, 1601, 643, 1611]
cadre-heading: জেনারেল ক্যাডার ঃ bbox=[109, 1176, 172, 1184]
footer-banner: পত্রালাপ এবং আবেদনের মাধ্যমে তাড়াতাড়ি চাকুরী প্রাপ্তির নিশ্চয়তা প্রদানকারী প্রতারক চক্র হতে সাবধান থাকুন। bbox=[1016, 2392, 1507, 2413]
schedule-day: রবিবার bbox=[8, 832, 29, 841]
candidate-total: =১৭৩ জন। bbox=[606, 696, 643, 705]
masthead-name: The Daily Star bbox=[1346, 0, 1449, 20]
schedule-block bbox=[502, 544, 1010, 707]
schedule-block bbox=[1016, 737, 1507, 900]
signatory-name: (আ,ই,ম, নেছার উদ্দিন) bbox=[1350, 1891, 1434, 1902]
schedule-time: সকাল ১০:৩০ মিঃ bbox=[506, 60, 559, 68]
candidate-total: =১৭৩ জন। bbox=[1120, 1433, 1157, 1443]
schedule-time: সকাল ১০:৩০ মিঃ bbox=[8, 1550, 61, 1558]
cadre-heading: জেনারেল ও টেকনিক্যাল ক্যাডার ঃ bbox=[606, 120, 712, 128]
schedule-block bbox=[5, 1873, 496, 2027]
roll-numbers: 015668 015669 015681 015686 015703 015731 015732 015737 015745 015773 015784 015803 015807 015810 015824 015825 015836 015860 015878 015899 015910 015927 015937 015945 015957 015958 015960 015987 016005 016018 016026 016043 016060 016077 016094 016111 016128 016145 016162 016179 016196 016213 016230 016247 016264 016281 016298 016315 016332 016349 016366 016383 016400 016417 016434 016451 016468 016485 016502 016519 016536 016553 016570 016587 016604 016621 016638 016655 016672 016689 016706 016723 016740 016757 016774 016791 016808 016825 016842 016859 016876 016893 016910 016927 016944 016961 016978 016995 017012 017029 017046 017063 017080 017097 017114 017131 017148 017165 017182 017199 017216 017233 017250 017267 017284 017301 017318 017335 017352 017369 017386 017403 017420 017437 017454 017471 017488 017505 017522 017539 017556 017573 017590 017607 017624 017641 017658 017675 017692 017709 017726 017743 017760 017777 017794 017811 017828 017845 017862 017879 017896 017913 017930 017947 017964 017981 017998 018015 018032 018049 018066 018083 018100 018117 018134 018151 018168 018185 018202 018219 018236 018253 018270 018287 018304 018321 018338 018355 018372 018389 018406 018423 018440 018457 018474 018491 018508 018525 018542 018559 019157 019159 bbox=[606, 717, 982, 864]
schedule-time: সকাল ১০:৩০ মিঃ bbox=[506, 1798, 559, 1807]
roll-numbers: 089417 089595 089675 089727 089877 089930 089958 090028 090029 090032 090035 090036 090189 090210 090215 090277 090351 090369 090385 090409 090454 090502 090537 090578 090618 090660 090701 090739 090781 090822 090861 090902 090941 090985 091024 091064 091105 091143 091183 091224 091263 091303 091342 091384 091425 091463 091505 091544 091584 091624 091663 091704 091744 091786 091826 091867 091907 091947 091989 092029 092070 092110 092150 092190 092231 092270 092311 092351 092393 092434 092473 092513 092554 092594 092635 092676 092716 092756 092796 092837 092878 092918 092958 092999 093039 093080 093120 093160 093201 093242 093282 093322 093363 093404 093444 093485 093525 093566 093606 093646 093687 093727 093768 093808 093849 093889 093930 093970 094010 094051 094091 094132 094172 094213 094253 094294 094334 094375 094415 094456 094496 094536 094577 094617 094658 094698 094739 094779 094820 094860 094900 094941 094981 095022 095062 095103 095143 095184 095224 095265 095305 095346 095386 095426 095467 095507 095548 095588 095629 095669 095710 095750 095791 095831 095872 095912 095952 095993 096033 096074 096114 096155 096195 096236 096276 096316 096357 096397 096438 096478 096519 096559 096599 096640 096680 096721 096761 096802 096842 096882 096923 096963 097004 097044 097085 097125 097166 097206 097247 097287 097328 097368 097409 097449 097490 097530 097571 097611 bbox=[109, 1184, 484, 1340]
schedule-body bbox=[604, 120, 1010, 236]
candidate-total: =১৯৫ জন। bbox=[1120, 889, 1157, 898]
schedule-day: বুধবার bbox=[1019, 213, 1037, 222]
schedule-day: রবিবার bbox=[506, 248, 526, 257]
schedule-label bbox=[502, 237, 604, 381]
schedule-body bbox=[1117, 39, 1507, 201]
schedule-time: সকাল ১০:৩০ মিঃ bbox=[8, 1378, 61, 1386]
schedule-block bbox=[502, 707, 1010, 880]
candidate-total: =১৭৩ জন। bbox=[606, 1041, 643, 1050]
schedule-date: ২৭-০৭-২০১১ bbox=[8, 1359, 51, 1367]
schedule-date: ২৫-০৮-২০১১ bbox=[1019, 367, 1062, 376]
instruction-item: (৪) সাক্ষাৎকার পত্রের ৩(খ) নং অনুচ্ছেদ অনুযায়ী সংশ্লিষ্ট প্রার্থীকে মৌখিক পরীক্ষার দিন যথাযথ কর্তৃপক্ষের সীলমুক্ত প্রত্যয়নপত্র জমা দিতে হবে। bbox=[1027, 1744, 1479, 1768]
roll-numbers: 010699 010691 010707 010753 010770 010803 010804 010824 010866 010873 010876 010880 010881 010891 010893 010902 010925 010939 010948 010955 010957 010978 010983 011016 011045 011084 011094 011119 011131 011162 011178 011194 011213 011231 011250 011271 011292 011313 011334 011355 011376 011397 011418 011439 011460 011481 011502 011523 011544 011565 011586 011607 011628 011649 011670 011691 011712 011733 011754 011775 011796 011817 011838 011859 011880 011901 011922 011943 011964 011985 012006 012027 012048 012069 012090 012111 012132 012153 012174 012195 012216 012237 012258 012279 012300 012321 012342 012363 012384 012405 012426 012447 012468 012489 012510 012531 012552 012573 012594 012615 012636 012657 012678 012699 012720 012741 012762 012783 012804 012825 012846 012867 012888 012909 012930 012951 012972 012993 013014 013035 013056 013077 013098 013119 013140 013161 013182 013203 013224 013245 013266 013287 013308 013329 013350 013371 013392 013413 013434 013455 013476 013497 013518 013539 013560 013581 013602 013623 013644 013665 013686 013707 013728 013749 013770 013791 013812 013833 013854 013875 013896 013917 013938 013959 013980 014001 014022 014043 014064 014085 014106 014127 014148 014169 015641 015643 015644 015647 015665 bbox=[606, 554, 982, 692]
schedule-time: সকাল ১০:৩০ মিঃ bbox=[8, 169, 61, 177]
schedule-time: সকাল ১০:৩০ মিঃ bbox=[1019, 386, 1072, 395]
candidate-total: =১৭৩ জন। bbox=[1120, 725, 1157, 735]
schedule-time: সকাল ১০:৩০ মিঃ bbox=[1019, 1276, 1072, 1285]
schedule-block bbox=[5, 992, 496, 1174]
candidate-total: =১৯৫ জন। bbox=[109, 809, 146, 818]
cadre-heading: জেনারেল ক্যাডার ঃ bbox=[109, 821, 172, 830]
schedule-block bbox=[5, 147, 496, 438]
candidate-total: =১৭৩ জন। bbox=[606, 1475, 643, 1485]
schedule-body bbox=[106, 439, 496, 638]
candidate-total: =৫৩ জন। bbox=[606, 107, 639, 117]
schedule-block bbox=[502, 1613, 1010, 1776]
memo-row bbox=[10, 99, 491, 109]
schedule-time: সকাল ১০:৩০ মিঃ bbox=[1019, 223, 1072, 231]
column-3 bbox=[1016, 38, 1507, 1600]
schedule-date: ২৪-০৮-২০১১ bbox=[1019, 204, 1062, 212]
roll-numbers: 033002 033025 033040 033050 033071 033081 033093 033117 033125 033135 033144 033176 033219 033238 033263 033284 033310 033341 033368 033392 033417 033443 033469 033495 033521 033547 033573 033599 033625 033651 033677 033703 033729 033755 033781 033807 033833 033859 033885 033911 033937 033963 033989 034015 034041 034067 034093 034119 034145 034171 034197 034223 034249 034275 034301 034327 034353 034379 034405 034431 034457 034483 034509 034535 034561 034587 034613 034639 034665 034691 034717 034743 034769 034795 034821 034847 034873 034899 034925 034951 034977 035003 035029 035055 035081 035107 035133 035159 035185 035211 035237 035263 035289 035315 035341 035367 035393 035419 035445 035471 035497 035523 035549 035575 035601 035627 035653 035679 035705 035731 035757 035783 035809 035835 035861 035887 035913 035939 035965 035991 036017 036043 036069 036095 036121 036147 036173 036199 036225 036228 bbox=[606, 1370, 982, 1471]
schedule-label bbox=[1016, 202, 1117, 365]
candidate-total: =১৯৫ জন। bbox=[109, 427, 146, 437]
candidate-total: =১৯৫ জন। bbox=[109, 1689, 146, 1699]
cadre-heading: জেনারেল ও টেকনিক্যাল ক্যাডার ঃ bbox=[606, 1777, 712, 1786]
schedule-label bbox=[5, 1874, 106, 2027]
signature-block bbox=[1312, 1862, 1471, 1917]
roll-numbers: 307652 307660 307679 308971 309002 309017 309030 309171 309180 309190 309204 309226 309251 309277 309303 309329 309355 309381 309407 309433 309459 309485 309511 309537 309563 309589 309615 309641 309667 309693 309719 309745 309771 309797 309823 309849 309875 309901 309927 309953 309979 310005 310031 310057 310083 310109 310135 310161 310187 310213 310239 310265 310291 310317 310343 310369 310395 310421 310447 310473 310499 310525 310551 310577 310603 310629 310655 310681 310707 310733 310759 310785 310811 310837 310863 310889 310915 310941 310967 310993 311019 311045 311071 311097 311123 311149 311175 311201 311227 311253 311279 311305 311331 311357 311383 311409 311435 311461 311487 311513 311539 311565 311591 311617 311643 311669 311695 311721 311747 311773 311799 311825 311851 311877 311903 311929 311955 311981 312007 312033 312059 312085 312111 312137 312163 312189 312215 312241 312267 312293 312319 312345 312371 312397 312423 312449 312475 312501 312527 312553 312579 312605 312631 312657 312683 312709 312735 312761 312787 312813 312839 312865 312891 312917 312943 312969 312995 313021 313047 313073 313099 313125 313151 313177 313203 313229 313255 313281 313307 313333 313359 313385 313411 313437 313463 313489 313515 313541 313567 313593 313619 313645 313671 313697 313723 313749 313775 313801 313827 313853 313879 313905 313931 313957 313983 314009 314035 314061 314087 314113 500332 500518 500532 501266 501418 bbox=[1120, 1264, 1495, 1430]
schedule-label bbox=[502, 1777, 604, 1940]
notice-date2: ২৬/০৩/১৪১৮ বঙ্গাব্দ bbox=[425, 110, 491, 119]
cadre-heading: জেনারেল ক্যাডার ঃ bbox=[606, 40, 670, 48]
schedule-time: সকাল ১০:৩০ মিঃ bbox=[506, 258, 559, 266]
schedule-day: বৃহস্পতিবার bbox=[1019, 377, 1052, 385]
schedule-day: বৃহস্পতিবার bbox=[1019, 1267, 1052, 1275]
schedule-block bbox=[502, 119, 1010, 236]
cadre-heading: জেনারেল ও টেকনিক্যাল ক্যাডার ঃ bbox=[606, 237, 712, 246]
schedule-date: ০৯-০৮-২০১১ bbox=[506, 547, 548, 556]
cadre-heading: জেনারেল ক্যাডার ঃ bbox=[109, 148, 172, 156]
cadre-heading: জেনারেল ক্যাডার ঃ bbox=[109, 1529, 172, 1538]
schedule-list bbox=[502, 38, 1010, 1940]
schedule-label bbox=[5, 1356, 106, 1528]
roll-numbers: 100937 100939 100944 101023 101381 101665 102085 102087 102097 102107 102118 102136 102178 102199 102231 102264 102297 102330 102363 102396 102429 102462 102495 102528 102561 102594 102627 102660 102693 102726 102759 102792 102825 102858 102891 102924 102957 102990 103023 103056 103089 103122 103155 103188 103221 103254 103287 103320 103353 103386 103419 103452 103485 103518 103551 103584 103617 103650 103683 103716 103749 103782 103815 103848 103881 103914 103947 103980 104013 104046 104079 104112 104145 104178 104211 104244 104277 104310 104343 104376 104409 104442 104475 104508 104541 104574 104607 104640 104673 104706 104739 104772 104805 104838 104871 104904 104937 104970 105003 105036 105069 105102 105135 105168 105201 105234 105267 105300 105333 105366 105399 105432 105465 105498 105531 105564 105597 105630 105663 105696 105729 105762 105795 105828 105861 105894 105927 105960 105993 106026 106059 106092 106125 106158 106191 106224 106257 106290 106323 106356 106389 106422 106455 106488 106521 106554 106587 106620 106653 106686 106719 106752 106785 106818 106851 106884 106917 106950 106983 107016 107049 107082 107115 107148 107181 107214 107247 107280 107313 107346 107379 107412 107445 107478 107511 107544 107577 107610 107643 107676 107709 107742 107775 107808 107841 bbox=[1120, 910, 1495, 1057]
column-2 bbox=[502, 38, 1010, 2384]
candidate-total: =১৭৩ জন। bbox=[1120, 1243, 1157, 1252]
schedule-label bbox=[502, 545, 604, 707]
schedule-list bbox=[1016, 38, 1507, 1445]
schedule-list bbox=[5, 147, 496, 2027]
schedule-block bbox=[1016, 38, 1507, 201]
schedule-day: বৃহস্পতিবার bbox=[8, 1540, 41, 1549]
schedule-time: সকাল ১০:৩০ মিঃ bbox=[8, 842, 61, 851]
roll-numbers: 019295 019319 019339 019359 019385 019386 019398 019419 019441 019478 019499 019521 019522 019524 019580 019593 019596 019652 019653 019692 019697 019704 019716 019746 019760 019766 019772 019782 019803 019826 019849 019872 019895 019918 019941 019964 019987 020010 020033 020056 020079 020102 020125 020148 020171 020194 020217 020240 020263 020286 020309 020332 020355 020378 020401 020424 020447 020470 020493 020516 020539 020562 020585 020608 020631 020654 020677 020700 020723 020746 020769 020792 020815 020838 020861 020884 020907 020930 020953 020976 020999 021022 021045 021068 021091 021114 021137 021160 021183 021206 021229 021252 021275 021298 021321 021344 021367 021390 021413 021436 021459 021482 021505 021528 021551 021574 021597 021620 021643 021666 021689 021712 021735 021758 021781 021804 021827 021850 021873 021896 021919 021942 021965 021988 022011 022034 022057 022080 022103 022126 022149 022172 022195 022218 022241 022264 022287 022310 022333 022356 022379 022402 022425 022448 022471 022494 022517 022540 022563 022586 022609 022632 022655 022678 022701 022724 022747 022770 022793 022816 022839 022862 022885 022908 022931 022954 022977 023000 023023 023046 023069 023092 023115 023138 023161 023184 023207 023230 023253 023276 023299 bbox=[606, 889, 982, 1037]
schedule-time: সকাল ১০:৩০ মিঃ bbox=[506, 901, 559, 910]
schedule-label bbox=[502, 1361, 604, 1487]
cadre-heading: জেনারেল ক্যাডার ঃ bbox=[109, 640, 172, 648]
cadre-heading: জেনারেল ও টেকনিক্যাল ক্যাডার ঃ bbox=[1120, 901, 1226, 910]
schedule-day: বুধবার bbox=[506, 131, 524, 140]
schedule-body bbox=[1117, 738, 1507, 900]
schedule-day: মঙ্গলবার bbox=[1019, 912, 1044, 921]
page-header bbox=[0, 0, 1512, 41]
date-label: তারিখ : bbox=[396, 110, 422, 119]
cadre-heading: জেনারেল ক্যাডার ঃ bbox=[109, 440, 172, 449]
cadre-heading: জেনারেল ও টেকনিক্যাল ক্যাডার ঃ bbox=[606, 382, 712, 391]
schedule-block bbox=[5, 438, 496, 638]
schedule-time: সকাল ১০:৩০ মিঃ bbox=[8, 461, 61, 469]
candidate-total: =১২০ জন। bbox=[606, 224, 643, 234]
schedule-time: সকাল ১০:৩০ মিঃ bbox=[8, 1722, 61, 1731]
schedule-time: সকাল ১০:৩০ মিঃ bbox=[506, 729, 559, 738]
roll-numbers: 000071 000082 000123 000292 000319 000594 000732 000795 000825 000827 000844 000845 000849 000853 000874 000879 001016 001024 001026 001034 001066 001071 001117 001123 001127 001165 001196 001223 001287 001289 001346 001431 001448 001487 001497 001593 001610 001641 001667 001701 001759 001789 001822 001860 001893 001937 001960 001983 002006 002047 002078 002110 002138 002166 002200 002229 002263 002294 002324 002363 002394 002427 002457 002490 002522 002551 002585 002615 002650 002684 002714 002744 002779 002811 002845 002879 002912 002942 002977 003009 003040 003075 003107 003138 003170 003205 003237 003269 003301 003334 003369 003402 003435 003467 003497 003532 003564 003597 003628 003663 003694 003727 003760 003792 003826 003858 003891 003924 003957 003990 004023 004056 004089 004122 004155 004188 004221 004254 004287 004320 bbox=[606, 128, 982, 220]
cadre-heading: জেনারেল ক্যাডার ঃ bbox=[109, 994, 172, 1003]
schedule-time: সকাল ১০:৩০ মিঃ bbox=[1019, 759, 1072, 767]
schedule-day: মঙ্গলবার bbox=[506, 556, 530, 565]
notice-body: সংশ্লিষ্ট সকলের অবগতির জন্য জানানো যাচ্ছে যে, ৩০তম বিসিএস-এর লিখিত পরীক্ষায় উত্তীর্ণ প্রার্থীদের মৌখিক পরীক্ষা নিম্নবর্ণিত সময়সূচী অনুযায়ী বাংলাদেশ সরকারী কর্ম কমিশন এর প্রধান কার্যালয় পুরাতন বিমান বন্দর ভবন, তেজগাঁও, ঢাকায় অনুষ্ঠিত হবে। bbox=[10, 124, 472, 143]
schedule-label bbox=[502, 708, 604, 880]
schedule-date: ০২-০৮-২০১১ bbox=[506, 41, 548, 49]
schedule-day: মঙ্গলবার bbox=[8, 159, 32, 167]
schedule-time: সকাল ১০:৩০ মিঃ bbox=[506, 1237, 559, 1245]
schedule-label bbox=[5, 993, 106, 1174]
schedule-block bbox=[502, 38, 1010, 119]
candidate-total: =১৭৩ জন। bbox=[1120, 189, 1157, 199]
candidate-total: =১৭৩ জন। bbox=[606, 868, 643, 877]
notice-heading: বিজ্ঞপ্তি bbox=[236, 85, 265, 96]
schedule-label bbox=[502, 39, 604, 119]
schedule-date: ২০-০৭-২০১১ bbox=[8, 442, 51, 450]
schedule-body bbox=[604, 1487, 1010, 1613]
schedule-label bbox=[1016, 39, 1117, 201]
schedule-time: সকাল ১০:৩০ মিঃ bbox=[506, 140, 559, 149]
schedule-date: ১৪-০৮-২০১১ bbox=[506, 1055, 548, 1064]
website-link[interactable]: www.bpsc.gov.bd bbox=[1152, 1837, 1220, 1847]
schedule-date: ২১-০৮-২০১১ bbox=[506, 1615, 548, 1624]
schedule-date: ১৯-০৭-২০১১ bbox=[8, 150, 51, 158]
schedule-date: ২৫-০৭-২০১১ bbox=[8, 996, 51, 1004]
cadre-heading: জেনারেল ও টেকনিক্যাল ক্যাডার ঃ bbox=[1120, 40, 1226, 48]
schedule-day: সোমবার bbox=[506, 1788, 529, 1797]
schedule-block bbox=[1016, 1254, 1507, 1445]
schedule-day: মঙ্গলবার bbox=[1019, 51, 1044, 59]
schedule-date: ১৬-০৮-২০১১ bbox=[506, 1218, 548, 1226]
candidate-total: =১৭৩ জন। bbox=[606, 533, 643, 542]
masthead bbox=[1300, 2, 1449, 31]
schedule-day: বুধবার bbox=[1019, 1085, 1037, 1093]
schedule-body bbox=[604, 545, 1010, 707]
schedule-day: বুধবার bbox=[8, 451, 26, 460]
schedule-label bbox=[1016, 537, 1117, 736]
schedule-label bbox=[5, 1529, 106, 1701]
candidate-total: =১৭৩ জন। bbox=[606, 1203, 643, 1213]
schedule-label bbox=[502, 381, 604, 544]
candidate-total: =১৯৫ জন। bbox=[109, 1163, 146, 1172]
schedule-label bbox=[1016, 901, 1117, 1073]
cadre-heading: জেনারেল ও টেকনিক্যাল ক্যাডার ঃ bbox=[606, 1053, 712, 1062]
cadre-heading: জেনারেল ও টেকনিক্যাল ক্যাডার ঃ bbox=[606, 1361, 712, 1370]
schedule-time: সকাল ১০:৩০ মিঃ bbox=[506, 1074, 559, 1083]
